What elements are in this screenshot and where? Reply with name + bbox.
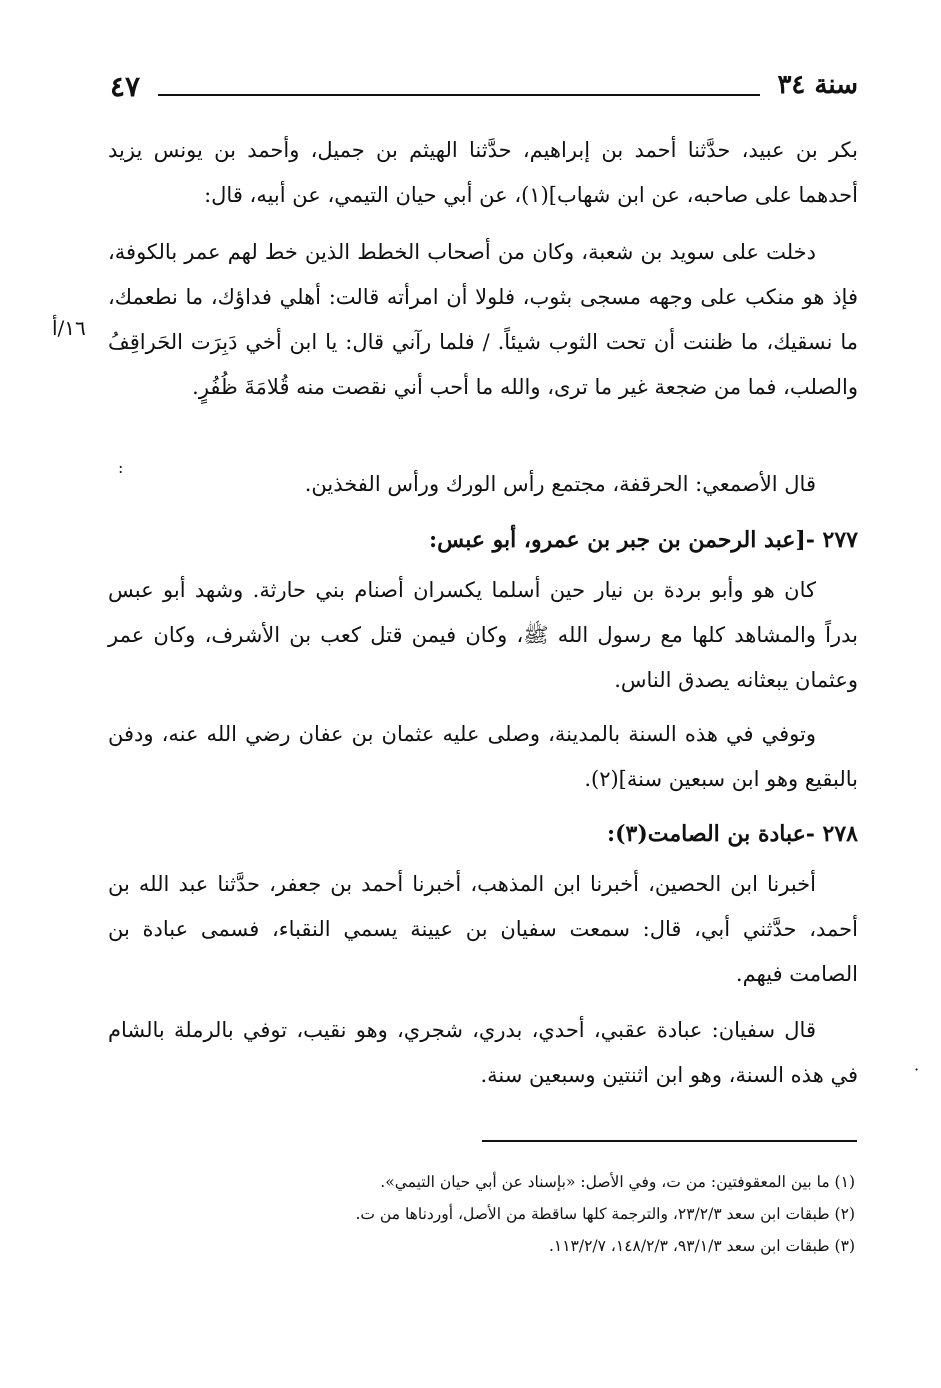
margin-mark: · — [914, 1060, 920, 1079]
paragraph-text: دخلت على سويد بن شعبة، وكان من أصحاب الخطط الذين خط لهم عمر بالكوفة، فإذ هو منكب على وجهه مسجى بثوب، فلولا أن امرأته قالت: أهلي فداؤك، ما نطعمك، ما نسقيك، ما ظننت أن تحت الثوب شيئاً. / فلما رآني قال: يا ابن أخي دَبِرَت الحَراقِفُ والصلب، فما من ضجعة غير ما ترى، والله ما أحب أني نقصت منه قُلامَةَ ظُفُرٍ. — [108, 240, 858, 399]
entry-heading-278 — [108, 812, 858, 857]
entry-title: ٢٧٨ -عبادة بن الصامت(٣): — [607, 821, 858, 847]
paragraph-text: بكر بن عبيد، حدَّثنا أحمد بن إبراهيم، حدَّثنا الهيثم بن جميل، وأحمد بن يونس يزيد أحدهما على صاحبه، عن ابن شهاب](١)، عن أبي حيان التيمي، عن أبيه، قال: — [108, 138, 858, 207]
entry-title: ٢٧٧ -[عبد الرحمن بن جبر بن عمرو، أبو عبس: — [429, 527, 858, 553]
footnote-1: (١) ما بين المعقوفتين: من ت، وفي الأصل: «بإسناد عن أبي حيان التيمي». — [380, 1173, 855, 1191]
paragraph-isnad-continued — [108, 128, 858, 218]
paragraph-ubada-isnad — [108, 862, 858, 997]
footnote-2: (٢) طبقات ابن سعد ٢٣/٢/٣، والترجمة كلها ساقطة من الأصل، أوردناها من ت. — [355, 1205, 855, 1223]
footnotes — [280, 1166, 855, 1262]
running-head: سنة ٣٤ — [777, 70, 858, 100]
paragraph-abu-abs-death — [108, 712, 858, 802]
paragraph-text: قال سفيان: عبادة عقبي، أحدي، بدري، شجري، وهو نقيب، توفي بالرملة بالشام في هذه السنة، وهو ابن اثنتين وسبعين سنة. — [108, 1018, 858, 1087]
paragraph-text: قال الأصمعي: الحرقفة، مجتمع رأس الورك ورأس الفخذين. — [304, 472, 816, 496]
paragraph-ubada-sufyan — [108, 1008, 858, 1098]
footnote-3: (٣) طبقات ابن سعد ٩٣/١/٣، ١٤٨/٢/٣، ١١٣/٢/٧. — [548, 1237, 855, 1255]
paragraph-suwayd-story — [108, 230, 858, 410]
page-number: ٤٧ — [110, 70, 141, 103]
entry-heading-277 — [108, 518, 858, 563]
margin-folio-note: ١٦/أ — [52, 316, 86, 340]
header-rule — [158, 94, 760, 96]
paragraph-text: وتوفي في هذه السنة بالمدينة، وصلى عليه عثمان بن عفان رضي الله عنه، ودفن بالبقيع وهو ابن سبعين سنة](٢). — [108, 722, 858, 791]
page-header — [110, 70, 858, 110]
paragraph-text: أخبرنا ابن الحصين، أخبرنا ابن المذهب، أخبرنا أحمد بن جعفر، حدَّثنا عبد الله بن أحمد، حدَّثني أبي، قال: سمعت سفيان بن عيينة يسمي النقباء، فسمى عبادة بن الصامت فيهم. — [108, 872, 858, 986]
paragraph-asmai-gloss — [108, 462, 858, 507]
paragraph-abu-abs — [108, 568, 858, 703]
margin-mark: : — [118, 458, 124, 477]
paragraph-text: كان هو وأبو بردة بن نيار حين أسلما يكسران أصنام بني حارثة. وشهد أبو عبس بدراً والمشاهد كلها مع رسول الله ﷺ، وكان فيمن قتل كعب بن الأشرف، وكان عمر وعثمان يبعثانه يصدق الناس. — [108, 578, 858, 692]
footnote-rule — [482, 1140, 857, 1142]
